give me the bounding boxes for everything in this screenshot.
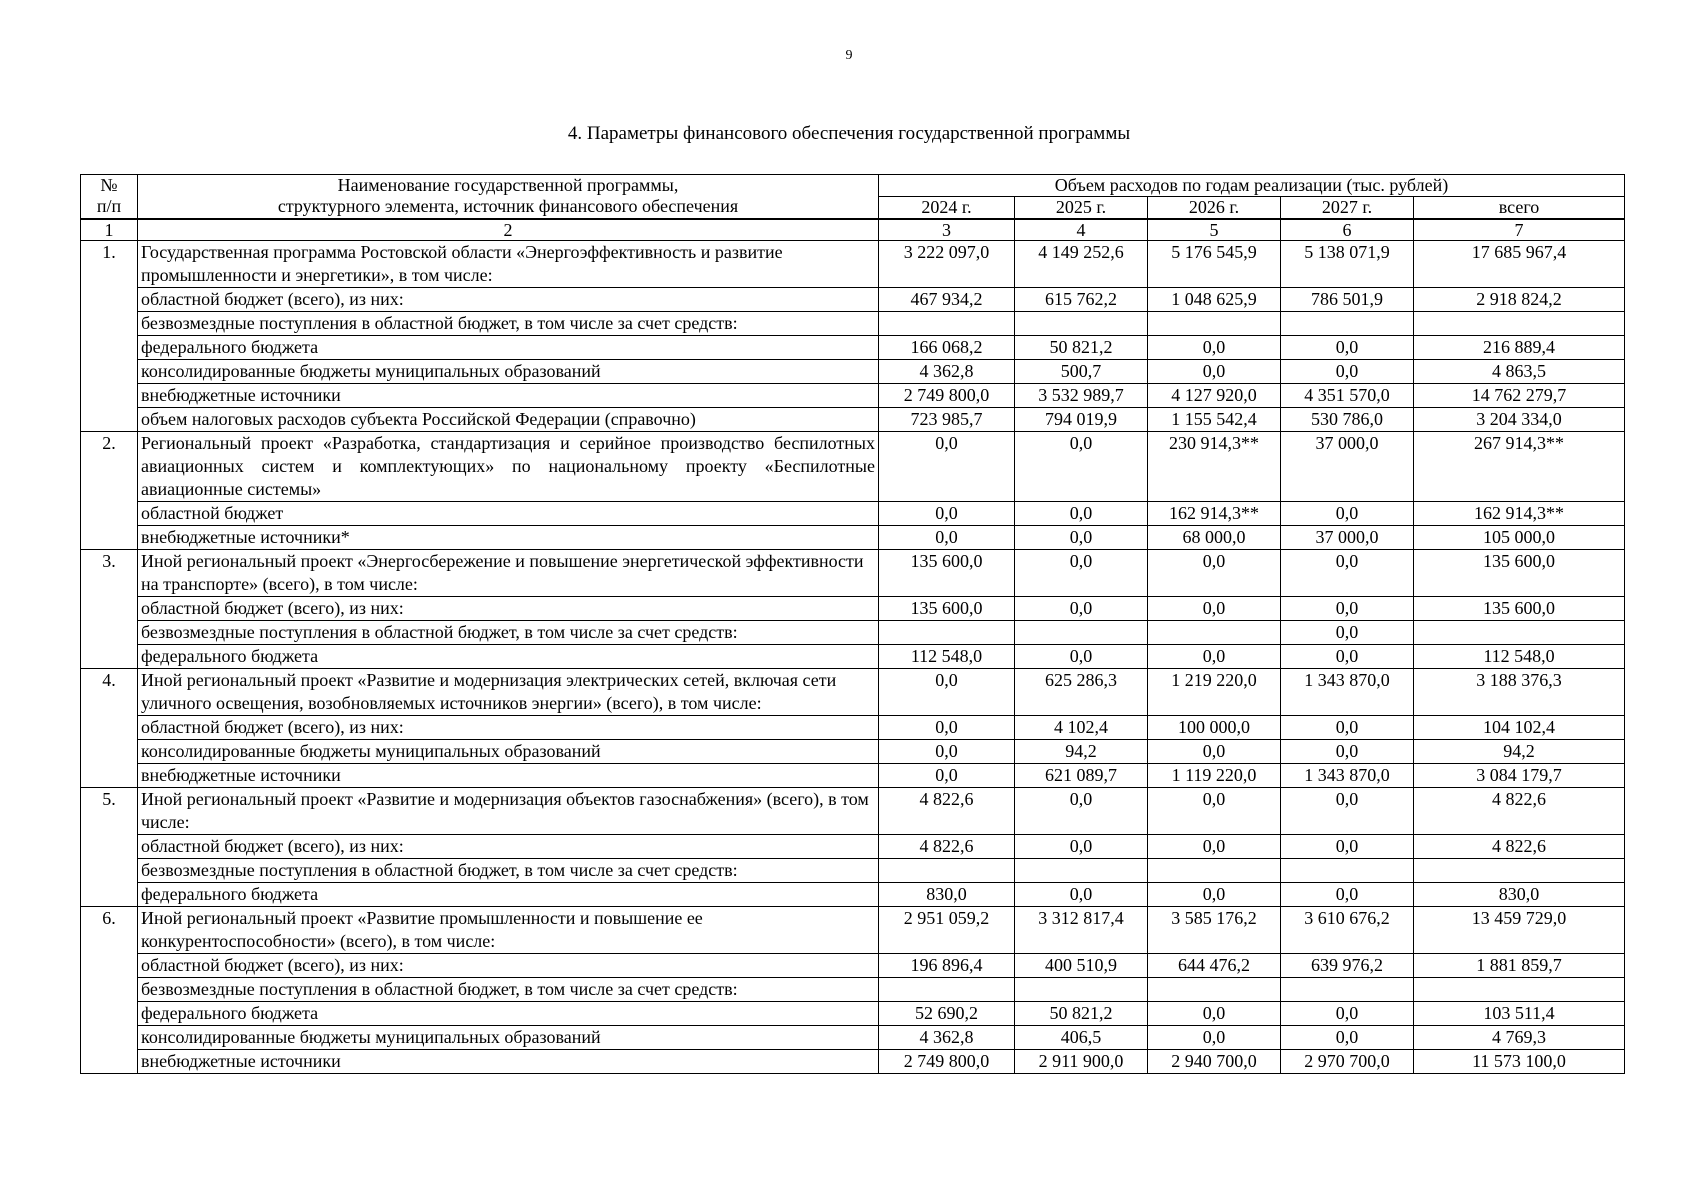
- value-year-3: 5 176 545,9: [1148, 241, 1281, 288]
- value-year-1: 4 362,8: [879, 1026, 1015, 1050]
- value-year-2: [1015, 978, 1148, 1002]
- header-year-5: всего: [1414, 197, 1625, 220]
- table-row: [81, 716, 1625, 740]
- value-year-1: 2 749 800,0: [879, 384, 1015, 408]
- column-numbers-row: [81, 219, 1625, 241]
- value-year-4: 0,0: [1281, 597, 1414, 621]
- row-number: 3.: [81, 550, 138, 669]
- value-year-1: [879, 621, 1015, 645]
- header-year-2: 2025 г.: [1015, 197, 1148, 220]
- column-number-1: 1: [81, 219, 138, 241]
- header-year-1: 2024 г.: [879, 197, 1015, 220]
- value-total: [1414, 978, 1625, 1002]
- value-year-3: 0,0: [1148, 1002, 1281, 1026]
- value-year-4: 3 610 676,2: [1281, 907, 1414, 954]
- header-volume: Объем расходов по годам реализации (тыс. рублей): [879, 175, 1625, 197]
- value-year-4: 2 970 700,0: [1281, 1050, 1414, 1074]
- value-total: 14 762 279,7: [1414, 384, 1625, 408]
- value-year-3: 1 048 625,9: [1148, 288, 1281, 312]
- row-name: безвозмездные поступления в областной бюджет, в том числе за счет средств:: [138, 859, 879, 883]
- value-year-3: 1 119 220,0: [1148, 764, 1281, 788]
- value-year-4: [1281, 312, 1414, 336]
- row-name: федерального бюджета: [138, 336, 879, 360]
- value-year-4: 0,0: [1281, 1002, 1414, 1026]
- column-number-2: 2: [138, 219, 879, 241]
- table-row: [81, 621, 1625, 645]
- value-year-2: 0,0: [1015, 597, 1148, 621]
- value-year-4: 0,0: [1281, 883, 1414, 907]
- value-total: [1414, 312, 1625, 336]
- table-row: [81, 408, 1625, 432]
- value-year-4: 0,0: [1281, 645, 1414, 669]
- table-row: [81, 764, 1625, 788]
- column-number-6: 6: [1281, 219, 1414, 241]
- value-year-2: 3 532 989,7: [1015, 384, 1148, 408]
- value-total: 830,0: [1414, 883, 1625, 907]
- value-year-2: 94,2: [1015, 740, 1148, 764]
- table-row: [81, 978, 1625, 1002]
- value-total: 216 889,4: [1414, 336, 1625, 360]
- value-total: 105 000,0: [1414, 526, 1625, 550]
- value-year-4: 0,0: [1281, 360, 1414, 384]
- value-total: 3 204 334,0: [1414, 408, 1625, 432]
- row-name: консолидированные бюджеты муниципальных образований: [138, 1026, 879, 1050]
- row-name: Региональный проект «Разработка, стандартизация и серийное производство беспилотных авиационных систем и комплектующих» по национальному проекту «Беспилотные авиационные системы»: [138, 432, 879, 502]
- value-year-3: 230 914,3**: [1148, 432, 1281, 502]
- value-year-3: 68 000,0: [1148, 526, 1281, 550]
- row-name: внебюджетные источники: [138, 764, 879, 788]
- row-name: областной бюджет (всего), из них:: [138, 597, 879, 621]
- value-total: 2 918 824,2: [1414, 288, 1625, 312]
- value-year-3: 2 940 700,0: [1148, 1050, 1281, 1074]
- value-year-1: 166 068,2: [879, 336, 1015, 360]
- value-year-3: 0,0: [1148, 336, 1281, 360]
- value-year-4: 0,0: [1281, 621, 1414, 645]
- value-year-1: 0,0: [879, 669, 1015, 716]
- value-year-1: 52 690,2: [879, 1002, 1015, 1026]
- table-row: [81, 954, 1625, 978]
- value-total: 162 914,3**: [1414, 502, 1625, 526]
- table-row: [81, 1050, 1625, 1074]
- value-year-2: 625 286,3: [1015, 669, 1148, 716]
- value-year-1: 0,0: [879, 526, 1015, 550]
- value-year-1: 196 896,4: [879, 954, 1015, 978]
- table-row: [81, 669, 1625, 716]
- value-year-2: 615 762,2: [1015, 288, 1148, 312]
- header-name-line1: Наименование государственной программы,: [337, 175, 679, 195]
- value-year-2: [1015, 621, 1148, 645]
- value-year-3: [1148, 621, 1281, 645]
- table-row: [81, 241, 1625, 288]
- value-total: 267 914,3**: [1414, 432, 1625, 502]
- table-row: [81, 883, 1625, 907]
- value-year-1: 3 222 097,0: [879, 241, 1015, 288]
- column-number-5: 5: [1148, 219, 1281, 241]
- table-row: [81, 336, 1625, 360]
- document-title: 4. Параметры финансового обеспечения государственной программы: [567, 123, 1131, 144]
- value-year-3: [1148, 859, 1281, 883]
- table-row: [81, 360, 1625, 384]
- value-total: 1 881 859,7: [1414, 954, 1625, 978]
- value-total: 4 822,6: [1414, 835, 1625, 859]
- value-total: 112 548,0: [1414, 645, 1625, 669]
- row-name: внебюджетные источники: [138, 384, 879, 408]
- header-year-3: 2026 г.: [1148, 197, 1281, 220]
- value-total: 4 769,3: [1414, 1026, 1625, 1050]
- value-year-2: 50 821,2: [1015, 1002, 1148, 1026]
- row-name: областной бюджет: [138, 502, 879, 526]
- value-total: 3 084 179,7: [1414, 764, 1625, 788]
- row-name: безвозмездные поступления в областной бюджет, в том числе за счет средств:: [138, 978, 879, 1002]
- value-year-1: 135 600,0: [879, 550, 1015, 597]
- value-year-4: 37 000,0: [1281, 432, 1414, 502]
- row-name: федерального бюджета: [138, 1002, 879, 1026]
- value-year-1: 0,0: [879, 716, 1015, 740]
- value-year-3: 0,0: [1148, 835, 1281, 859]
- table-row: [81, 502, 1625, 526]
- value-year-2: 621 089,7: [1015, 764, 1148, 788]
- value-year-3: 0,0: [1148, 788, 1281, 835]
- value-year-3: 0,0: [1148, 1026, 1281, 1050]
- value-year-4: 37 000,0: [1281, 526, 1414, 550]
- column-number-3: 3: [879, 219, 1015, 241]
- value-total: 104 102,4: [1414, 716, 1625, 740]
- value-year-2: 3 312 817,4: [1015, 907, 1148, 954]
- value-year-3: [1148, 312, 1281, 336]
- table-row: [81, 835, 1625, 859]
- value-year-2: 0,0: [1015, 788, 1148, 835]
- value-year-3: 644 476,2: [1148, 954, 1281, 978]
- value-year-2: 0,0: [1015, 526, 1148, 550]
- value-year-1: 0,0: [879, 502, 1015, 526]
- header-name-line2: структурного элемента, источник финансового обеспечения: [277, 196, 739, 216]
- value-year-2: 0,0: [1015, 835, 1148, 859]
- value-year-2: 0,0: [1015, 502, 1148, 526]
- row-number: 4.: [81, 669, 138, 788]
- value-year-3: 0,0: [1148, 883, 1281, 907]
- table-row: [81, 312, 1625, 336]
- table-header: [81, 175, 1625, 220]
- row-name: безвозмездные поступления в областной бюджет, в том числе за счет средств:: [138, 312, 879, 336]
- value-total: [1414, 859, 1625, 883]
- value-year-2: 0,0: [1015, 883, 1148, 907]
- row-name: Иной региональный проект «Энергосбережение и повышение энергетической эффективности на транспорте» (всего), в том числе:: [138, 550, 879, 597]
- value-year-3: 0,0: [1148, 597, 1281, 621]
- value-year-2: 0,0: [1015, 432, 1148, 502]
- value-year-3: 1 219 220,0: [1148, 669, 1281, 716]
- financing-table: [80, 174, 1625, 1074]
- row-name: федерального бюджета: [138, 883, 879, 907]
- table-row: [81, 597, 1625, 621]
- header-number: [81, 175, 138, 220]
- table-row: [81, 859, 1625, 883]
- value-year-4: 530 786,0: [1281, 408, 1414, 432]
- row-name: областной бюджет (всего), из них:: [138, 835, 879, 859]
- value-year-1: [879, 978, 1015, 1002]
- table-row: [81, 526, 1625, 550]
- value-total: 13 459 729,0: [1414, 907, 1625, 954]
- value-year-3: 4 127 920,0: [1148, 384, 1281, 408]
- value-year-1: 135 600,0: [879, 597, 1015, 621]
- value-year-3: 100 000,0: [1148, 716, 1281, 740]
- row-name: консолидированные бюджеты муниципальных образований: [138, 740, 879, 764]
- value-year-1: 0,0: [879, 764, 1015, 788]
- value-year-2: 794 019,9: [1015, 408, 1148, 432]
- value-total: [1414, 621, 1625, 645]
- value-year-1: 112 548,0: [879, 645, 1015, 669]
- value-year-1: 2 749 800,0: [879, 1050, 1015, 1074]
- header-number-line1: №: [100, 175, 118, 195]
- row-name: консолидированные бюджеты муниципальных образований: [138, 360, 879, 384]
- value-year-4: 0,0: [1281, 336, 1414, 360]
- row-number: 6.: [81, 907, 138, 1074]
- value-year-3: [1148, 978, 1281, 1002]
- value-year-2: 406,5: [1015, 1026, 1148, 1050]
- value-year-4: 0,0: [1281, 716, 1414, 740]
- row-name: федерального бюджета: [138, 645, 879, 669]
- table-row: [81, 384, 1625, 408]
- row-number: 1.: [81, 241, 138, 432]
- value-total: 135 600,0: [1414, 597, 1625, 621]
- table-row: [81, 288, 1625, 312]
- value-year-4: 639 976,2: [1281, 954, 1414, 978]
- value-year-4: 0,0: [1281, 502, 1414, 526]
- value-year-2: [1015, 312, 1148, 336]
- value-total: 103 511,4: [1414, 1002, 1625, 1026]
- value-year-1: 2 951 059,2: [879, 907, 1015, 954]
- row-number: 5.: [81, 788, 138, 907]
- value-total: 11 573 100,0: [1414, 1050, 1625, 1074]
- header-year-4: 2027 г.: [1281, 197, 1414, 220]
- value-year-2: 50 821,2: [1015, 336, 1148, 360]
- value-total: 3 188 376,3: [1414, 669, 1625, 716]
- value-year-1: 4 362,8: [879, 360, 1015, 384]
- row-name: областной бюджет (всего), из них:: [138, 288, 879, 312]
- page-number: 9: [845, 48, 853, 63]
- value-year-1: 4 822,6: [879, 788, 1015, 835]
- value-year-4: 0,0: [1281, 788, 1414, 835]
- value-year-2: 4 102,4: [1015, 716, 1148, 740]
- value-year-4: 0,0: [1281, 550, 1414, 597]
- row-name: Иной региональный проект «Развитие и модернизация объектов газоснабжения» (всего), в том числе:: [138, 788, 879, 835]
- value-year-3: 162 914,3**: [1148, 502, 1281, 526]
- value-year-2: [1015, 859, 1148, 883]
- row-name: Иной региональный проект «Развитие и модернизация электрических сетей, включая сети уличного освещения, возобновляемых источников энергии» (всего), в том числе:: [138, 669, 879, 716]
- row-name: областной бюджет (всего), из них:: [138, 716, 879, 740]
- row-name: внебюджетные источники: [138, 1050, 879, 1074]
- value-year-4: 1 343 870,0: [1281, 669, 1414, 716]
- value-total: 135 600,0: [1414, 550, 1625, 597]
- row-name: Государственная программа Ростовской области «Энергоэффективность и развитие промышленности и энергетики», в том числе:: [138, 241, 879, 288]
- value-year-1: 0,0: [879, 432, 1015, 502]
- value-year-2: 2 911 900,0: [1015, 1050, 1148, 1074]
- value-year-1: 4 822,6: [879, 835, 1015, 859]
- row-name: внебюджетные источники*: [138, 526, 879, 550]
- row-name: Иной региональный проект «Развитие промышленности и повышение ее конкурентоспособности» (всего), в том числе:: [138, 907, 879, 954]
- value-year-1: 467 934,2: [879, 288, 1015, 312]
- value-year-1: [879, 859, 1015, 883]
- table-row: [81, 1002, 1625, 1026]
- header-name: [138, 175, 879, 220]
- value-year-2: 4 149 252,6: [1015, 241, 1148, 288]
- value-year-3: 1 155 542,4: [1148, 408, 1281, 432]
- row-name: объем налоговых расходов субъекта Российской Федерации (справочно): [138, 408, 879, 432]
- column-number-7: 7: [1414, 219, 1625, 241]
- row-number: 2.: [81, 432, 138, 550]
- table-row: [81, 645, 1625, 669]
- value-year-3: 0,0: [1148, 740, 1281, 764]
- table-row: [81, 1026, 1625, 1050]
- value-year-1: 723 985,7: [879, 408, 1015, 432]
- table-row: [81, 432, 1625, 502]
- value-year-2: 400 510,9: [1015, 954, 1148, 978]
- value-year-4: 0,0: [1281, 1026, 1414, 1050]
- value-year-2: 0,0: [1015, 645, 1148, 669]
- value-year-4: [1281, 978, 1414, 1002]
- table-body: [81, 219, 1625, 1074]
- value-year-1: 830,0: [879, 883, 1015, 907]
- value-year-4: [1281, 859, 1414, 883]
- value-total: 4 822,6: [1414, 788, 1625, 835]
- value-year-4: 0,0: [1281, 835, 1414, 859]
- value-year-4: 4 351 570,0: [1281, 384, 1414, 408]
- value-year-1: 0,0: [879, 740, 1015, 764]
- value-year-1: [879, 312, 1015, 336]
- table-row: [81, 788, 1625, 835]
- header-number-line2: п/п: [96, 196, 122, 216]
- value-year-3: 0,0: [1148, 360, 1281, 384]
- value-year-4: 5 138 071,9: [1281, 241, 1414, 288]
- value-year-2: 0,0: [1015, 550, 1148, 597]
- value-year-3: 3 585 176,2: [1148, 907, 1281, 954]
- value-total: 94,2: [1414, 740, 1625, 764]
- value-total: 4 863,5: [1414, 360, 1625, 384]
- value-total: 17 685 967,4: [1414, 241, 1625, 288]
- table-row: [81, 740, 1625, 764]
- value-year-2: 500,7: [1015, 360, 1148, 384]
- value-year-4: 0,0: [1281, 740, 1414, 764]
- value-year-3: 0,0: [1148, 645, 1281, 669]
- column-number-4: 4: [1015, 219, 1148, 241]
- table-row: [81, 907, 1625, 954]
- value-year-3: 0,0: [1148, 550, 1281, 597]
- row-name: безвозмездные поступления в областной бюджет, в том числе за счет средств:: [138, 621, 879, 645]
- table-row: [81, 550, 1625, 597]
- value-year-4: 786 501,9: [1281, 288, 1414, 312]
- value-year-4: 1 343 870,0: [1281, 764, 1414, 788]
- row-name: областной бюджет (всего), из них:: [138, 954, 879, 978]
